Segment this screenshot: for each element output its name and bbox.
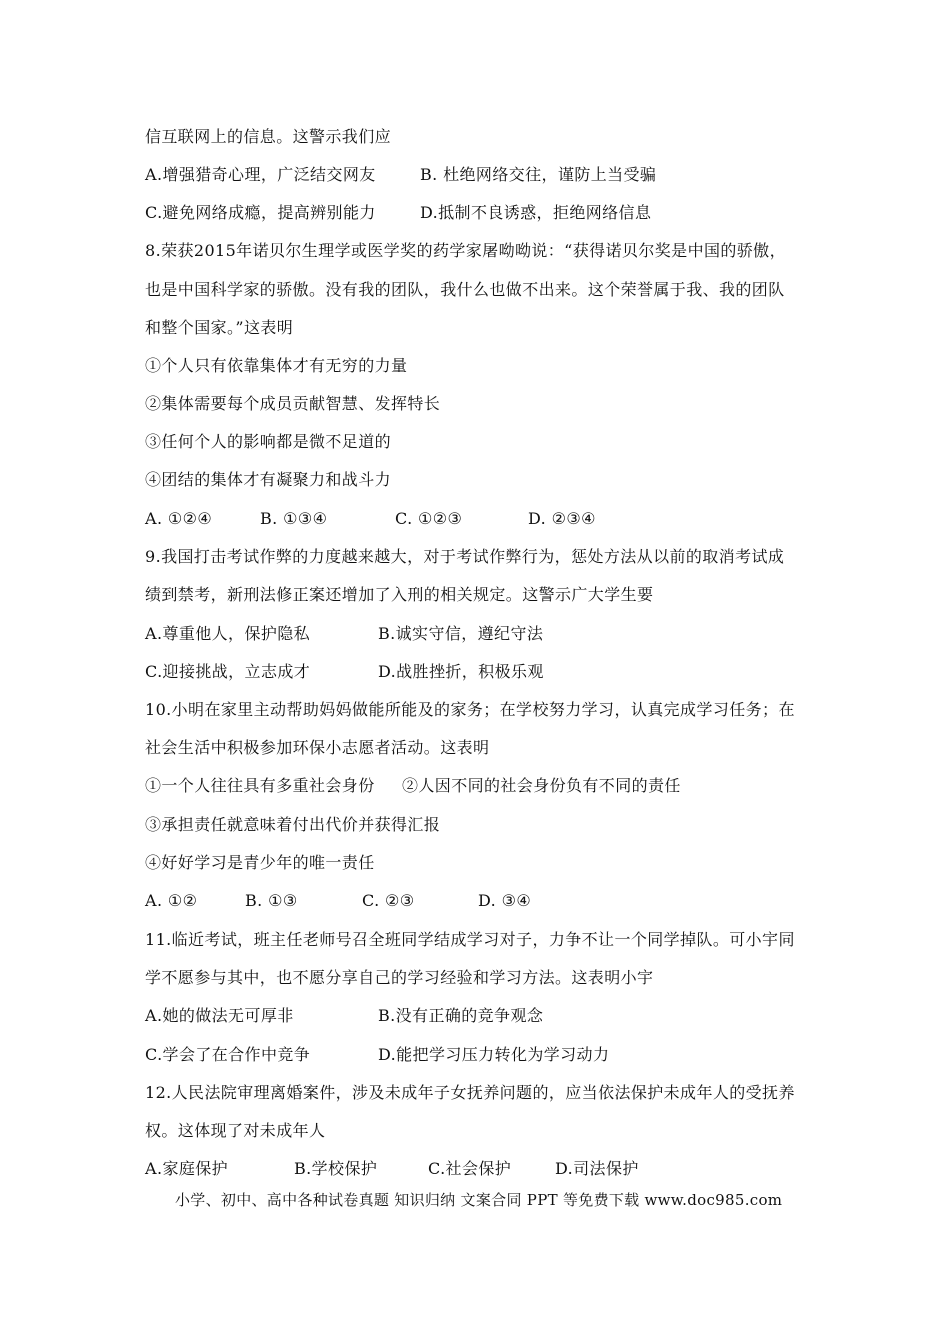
q8-statement-3: ③任何个人的影响都是微不足道的: [145, 432, 392, 451]
question-12-line-2: 权。这体现了对未成年人: [145, 1121, 326, 1140]
page-footer: 小学、初中、高中各种试卷真题 知识归纳 文案合同 PPT 等免费下载 www.doc985.com: [175, 1191, 783, 1209]
q7-option-c: C.避免网络成瘾，提高辨别能力: [145, 203, 376, 222]
q10-option-d: D. ③④: [478, 891, 532, 910]
q11-option-a: A.她的做法无可厚非: [145, 1006, 294, 1025]
q11-option-d: D.能把学习压力转化为学习动力: [378, 1045, 610, 1064]
question-9-line-1: 9.我国打击考试作弊的力度越来越大，对于考试作弊行为，惩处方法从以前的取消考试成: [145, 547, 785, 566]
q10-option-b: B. ①③: [245, 891, 298, 910]
question-10-line-2: 社会生活中积极参加环保小志愿者活动。这表明: [145, 738, 490, 757]
question-8-line-2: 也是中国科学家的骄傲。没有我的团队，我什么也做不出来。这个荣誉属于我、我的团队: [145, 280, 785, 299]
question-7-stem-end: 信互联网上的信息。这警示我们应: [145, 127, 392, 146]
q12-option-c: C.社会保护: [428, 1159, 512, 1178]
q10-statement-3: ③承担责任就意味着付出代价并获得汇报: [145, 815, 441, 834]
question-11-line-2: 学不愿参与其中，也不愿分享自己的学习经验和学习方法。这表明小宇: [145, 968, 654, 987]
q7-option-b: B. 杜绝网络交往，谨防上当受骗: [420, 165, 657, 184]
q12-option-d: D.司法保护: [555, 1159, 639, 1178]
q7-option-a: A.增强猎奇心理，广泛结交网友: [145, 165, 376, 184]
q10-option-a: A. ①②: [145, 891, 198, 910]
q8-option-c: C. ①②③: [395, 509, 463, 528]
q8-option-d: D. ②③④: [528, 509, 596, 528]
question-9-line-2: 绩到禁考，新刑法修正案还增加了入刑的相关规定。这警示广大学生要: [145, 585, 654, 604]
q8-option-a: A. ①②④: [145, 509, 213, 528]
q10-statement-2: ②人因不同的社会身份负有不同的责任: [402, 776, 681, 795]
q12-option-b: B.学校保护: [294, 1159, 378, 1178]
question-8-line-1: 8.荣获2015年诺贝尔生理学或医学奖的药学家屠呦呦说：“获得诺贝尔奖是中国的骄傲，: [145, 241, 786, 260]
q10-statement-4: ④好好学习是青少年的唯一责任: [145, 853, 375, 872]
question-8-line-3: 和整个国家。”这表明: [145, 318, 294, 337]
q10-statement-1: ①一个人往往具有多重社会身份: [145, 776, 375, 795]
q8-option-b: B. ①③④: [260, 509, 328, 528]
q9-option-c: C.迎接挑战，立志成才: [145, 662, 311, 681]
q9-option-a: A.尊重他人，保护隐私: [145, 624, 311, 643]
q9-option-b: B.诚实守信，遵纪守法: [378, 624, 544, 643]
q11-option-c: C.学会了在合作中竞争: [145, 1045, 311, 1064]
question-10-line-1: 10.小明在家里主动帮助妈妈做能所能及的家务；在学校努力学习，认真完成学习任务；在: [145, 700, 795, 719]
q8-statement-2: ②集体需要每个成员贡献智慧、发挥特长: [145, 394, 441, 413]
question-11-line-1: 11.临近考试，班主任老师号召全班同学结成学习对子，力争不让一个同学掉队。可小宇同: [145, 930, 795, 949]
q8-statement-1: ①个人只有依靠集体才有无穷的力量: [145, 356, 408, 375]
q11-option-b: B.没有正确的竞争观念: [378, 1006, 544, 1025]
q9-option-d: D.战胜挫折，积极乐观: [378, 662, 544, 681]
q10-option-c: C. ②③: [362, 891, 415, 910]
q7-option-d: D.抵制不良诱惑，拒绝网络信息: [420, 203, 652, 222]
q8-statement-4: ④团结的集体才有凝聚力和战斗力: [145, 470, 392, 489]
q12-option-a: A.家庭保护: [145, 1159, 229, 1178]
question-12-line-1: 12.人民法院审理离婚案件，涉及未成年子女抚养问题的，应当依法保护未成年人的受抚养: [145, 1083, 795, 1102]
